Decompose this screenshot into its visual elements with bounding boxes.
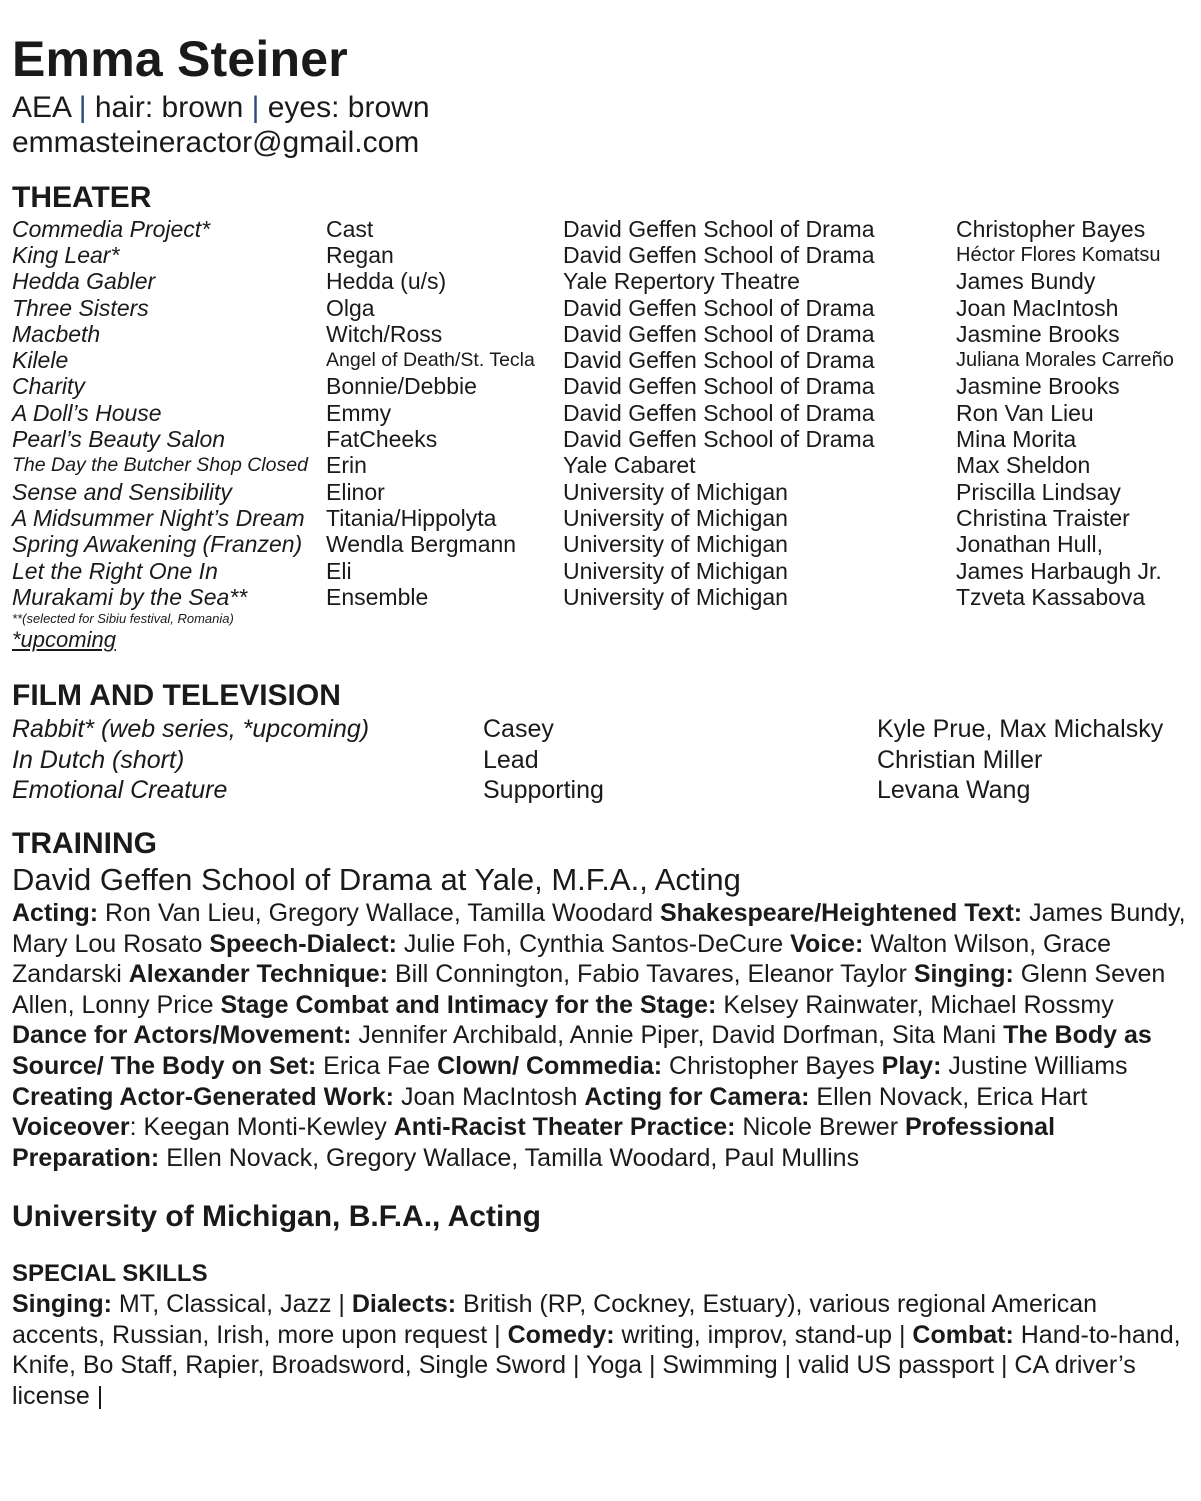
role: Regan [326,241,394,268]
training-category: Stage Combat and Intimacy for the Stage: [220,990,717,1019]
role: Bonnie/Debbie [326,373,477,400]
film-credit-row [12,775,1192,806]
training-teachers-text: : Keegan Monti-Kewley [129,1113,394,1142]
training-teachers-text: Jennifer Archibald, Annie Piper, David Dorfman, Sita Mani [351,1021,1004,1050]
director: Christopher Bayes [956,215,1146,242]
skills-list [12,1289,1182,1411]
director: Jonathan Hull, [956,531,1104,558]
festival-footnote: **(selected for Sibiu festival, Romania) [12,611,234,627]
theater-credit-row [12,453,1192,479]
training-category: Shakespeare/Heightened Text: [659,898,1023,927]
role: Elinor [326,478,385,505]
training-teachers [12,898,1190,1173]
venue: University of Michigan [563,531,788,558]
venue: Yale Cabaret [563,452,696,479]
project-title: Emotional Creature [12,776,228,805]
role: Erin [326,452,367,479]
training-teachers-text: Nicole Brewer [735,1113,905,1142]
project-title: Rabbit* (web series, *upcoming) [12,715,370,744]
venue: David Geffen School of Drama [563,426,875,453]
training-category: Acting for Camera: [584,1082,810,1111]
venue: David Geffen School of Drama [563,215,875,242]
theater-credit-row [12,400,1192,426]
email-address: emmasteineractor@gmail.com [12,126,420,159]
training-category: Creating Actor-Generated Work: [12,1082,395,1111]
role: Olga [326,294,375,321]
training-teachers-text: Joan MacIntosh [394,1082,585,1111]
training-category: Dance for Actors/Movement: [12,1021,352,1050]
training-heading: TRAINING [12,826,157,860]
stats-line [12,90,1192,125]
training-teachers-text: Ron Van Lieu, Gregory Wallace, Tamilla Woodard [98,898,660,927]
role: Hedda (u/s) [326,268,447,295]
resume-page [12,28,1192,1412]
show-title: Macbeth [12,320,101,347]
hair-color: hair: brown [94,91,244,124]
role: Witch/Ross [326,320,443,347]
director: Ron Van Lieu [956,399,1094,426]
theater-credit-row [12,242,1192,268]
theater-credit-row [12,479,1192,505]
role: Ensemble [326,583,429,610]
director: Héctor Flores Komatsu [956,243,1161,266]
show-title: Spring Awakening (Franzen) [12,531,303,558]
union-status: AEA [12,91,71,124]
show-title: Murakami by the Sea** [12,583,248,610]
role: Angel of Death/St. Tecla [326,349,535,372]
skill-category: Dialects: [351,1290,457,1319]
director: Jasmine Brooks [956,373,1120,400]
role: Wendla Bergmann [326,531,517,558]
training-teachers-text: Christopher Bayes [662,1051,882,1080]
show-title: Kilele [12,347,69,374]
role: Emmy [326,399,392,426]
role: Titania/Hippolyta [326,504,497,531]
venue: David Geffen School of Drama [563,294,875,321]
show-title: Sense and Sensibility [12,478,232,505]
training-teachers-text: Bill Connington, Fabio Tavares, Eleanor Taylor [388,960,914,989]
training-category: Anti-Racist Theater Practice: [393,1113,736,1142]
show-title: Hedda Gabler [12,268,156,295]
training-teachers-text: Ellen Novack, Gregory Wallace, Tamilla Woodard, Paul Mullins [159,1143,860,1172]
venue: David Geffen School of Drama [563,320,875,347]
director: Levana Wang [877,776,1031,805]
theater-credit-row [12,505,1192,531]
skill-category: Combat: [912,1320,1014,1349]
venue: University of Michigan [563,557,788,584]
director: Kyle Prue, Max Michalsky [877,715,1164,744]
training-category: Acting: [12,898,99,927]
show-title: Charity [12,373,85,400]
theater-credit-row [12,347,1192,373]
film-credit-row [12,745,1192,776]
actor-name: Emma Steiner [12,31,348,87]
director: Juliana Morales Carreño [956,349,1174,372]
film-credit-row [12,714,1192,745]
training-teachers-text: Erica Fae [316,1051,438,1080]
training-teachers-text: Walton Wilson, Grace Zandarski [12,929,1112,989]
venue: Yale Repertory Theatre [563,268,800,295]
theater-credit-row [12,321,1192,347]
training-category: Professional Preparation: [12,1113,1056,1172]
skill-category: Comedy: [507,1320,615,1349]
upcoming-note: *upcoming [12,627,116,653]
venue: University of Michigan [563,583,788,610]
skills-heading: SPECIAL SKILLS [12,1260,208,1288]
training-category: Play: [881,1051,942,1080]
role: Lead [483,745,539,774]
show-title: A Midsummer Night’s Dream [12,504,305,531]
undergraduate-school: University of Michigan, B.F.A., Acting [12,1200,541,1234]
training-teachers-text: Kelsey Rainwater, Michael Rossmy [716,990,1114,1019]
show-title: King Lear* [12,241,120,268]
training-category: Clown/ Commedia: [437,1051,663,1080]
venue: David Geffen School of Drama [563,241,875,268]
film-heading: FILM AND TELEVISION [12,679,341,713]
training-category: Speech-Dialect: [209,929,397,958]
director: James Harbaugh Jr. [956,557,1162,584]
role: Supporting [483,776,604,805]
venue: University of Michigan [563,478,788,505]
director: Priscilla Lindsay [956,478,1121,505]
skill-text: Hand-to-hand, Knife, Bo Staff, Rapier, Broadsword, Single Sword | Yoga | Swimming | valid US passport | CA driver’s license | [12,1320,1181,1411]
training-category: Singing: [913,960,1014,989]
director: Tzveta Kassabova [956,583,1146,610]
role: Casey [483,715,554,744]
skill-text: British (RP, Cockney, Estuary), various regional American accents, Russian, Irish, more upon request | [12,1290,1098,1349]
director: Christian Miller [877,745,1043,774]
skill-category: Singing: [12,1290,112,1319]
director: Joan MacIntosh [956,294,1119,321]
theater-credit-row [12,374,1192,400]
separator: | [78,91,87,124]
eye-color: eyes: brown [267,91,430,124]
director: James Bundy [956,268,1096,295]
training-category: Voice: [790,929,864,958]
venue: University of Michigan [563,504,788,531]
training-category: Voiceover [12,1113,130,1142]
separator: | [251,91,260,124]
skill-text: writing, improv, stand-up | [614,1320,913,1349]
show-title: The Day the Butcher Shop Closed [12,454,308,477]
theater-credit-row [12,584,1192,610]
director: Mina Morita [956,426,1077,453]
training-category: The Body as Source/ The Body on Set: [12,1021,1152,1080]
show-title: Pearl’s Beauty Salon [12,426,226,453]
director: Christina Traister [956,504,1130,531]
theater-credit-row [12,295,1192,321]
theater-credit-row [12,216,1192,242]
role: FatCheeks [326,426,438,453]
theater-credits [12,216,1192,610]
film-credits [12,714,1192,806]
venue: David Geffen School of Drama [563,347,875,374]
theater-credit-row [12,269,1192,295]
show-title: Let the Right One In [12,557,218,584]
training-teachers-text: Justine Williams [941,1051,1128,1080]
role: Eli [326,557,352,584]
venue: David Geffen School of Drama [563,373,875,400]
role: Cast [326,215,374,242]
training-teachers-text: Glenn Seven Allen, Lonny Price [12,960,1166,1019]
training-teachers-text: Julie Foh, Cynthia Santos-DeCure [396,929,791,958]
show-title: Commedia Project* [12,215,211,242]
training-teachers-text: Ellen Novack, Erica Hart [809,1082,1088,1111]
director: Jasmine Brooks [956,320,1120,347]
director: Max Sheldon [956,452,1091,479]
skill-text: MT, Classical, Jazz | [111,1290,352,1319]
show-title: Three Sisters [12,294,149,321]
project-title: In Dutch (short) [12,745,185,774]
graduate-school: David Geffen School of Drama at Yale, M.F.A., Acting [12,861,741,897]
theater-heading: THEATER [12,181,152,214]
training-category: Alexander Technique: [128,960,389,989]
theater-credit-row [12,558,1192,584]
venue: David Geffen School of Drama [563,399,875,426]
theater-credit-row [12,532,1192,558]
show-title: A Doll’s House [12,399,162,426]
training-teachers-text: James Bundy, Mary Lou Rosato [12,898,1186,958]
theater-credit-row [12,426,1192,452]
